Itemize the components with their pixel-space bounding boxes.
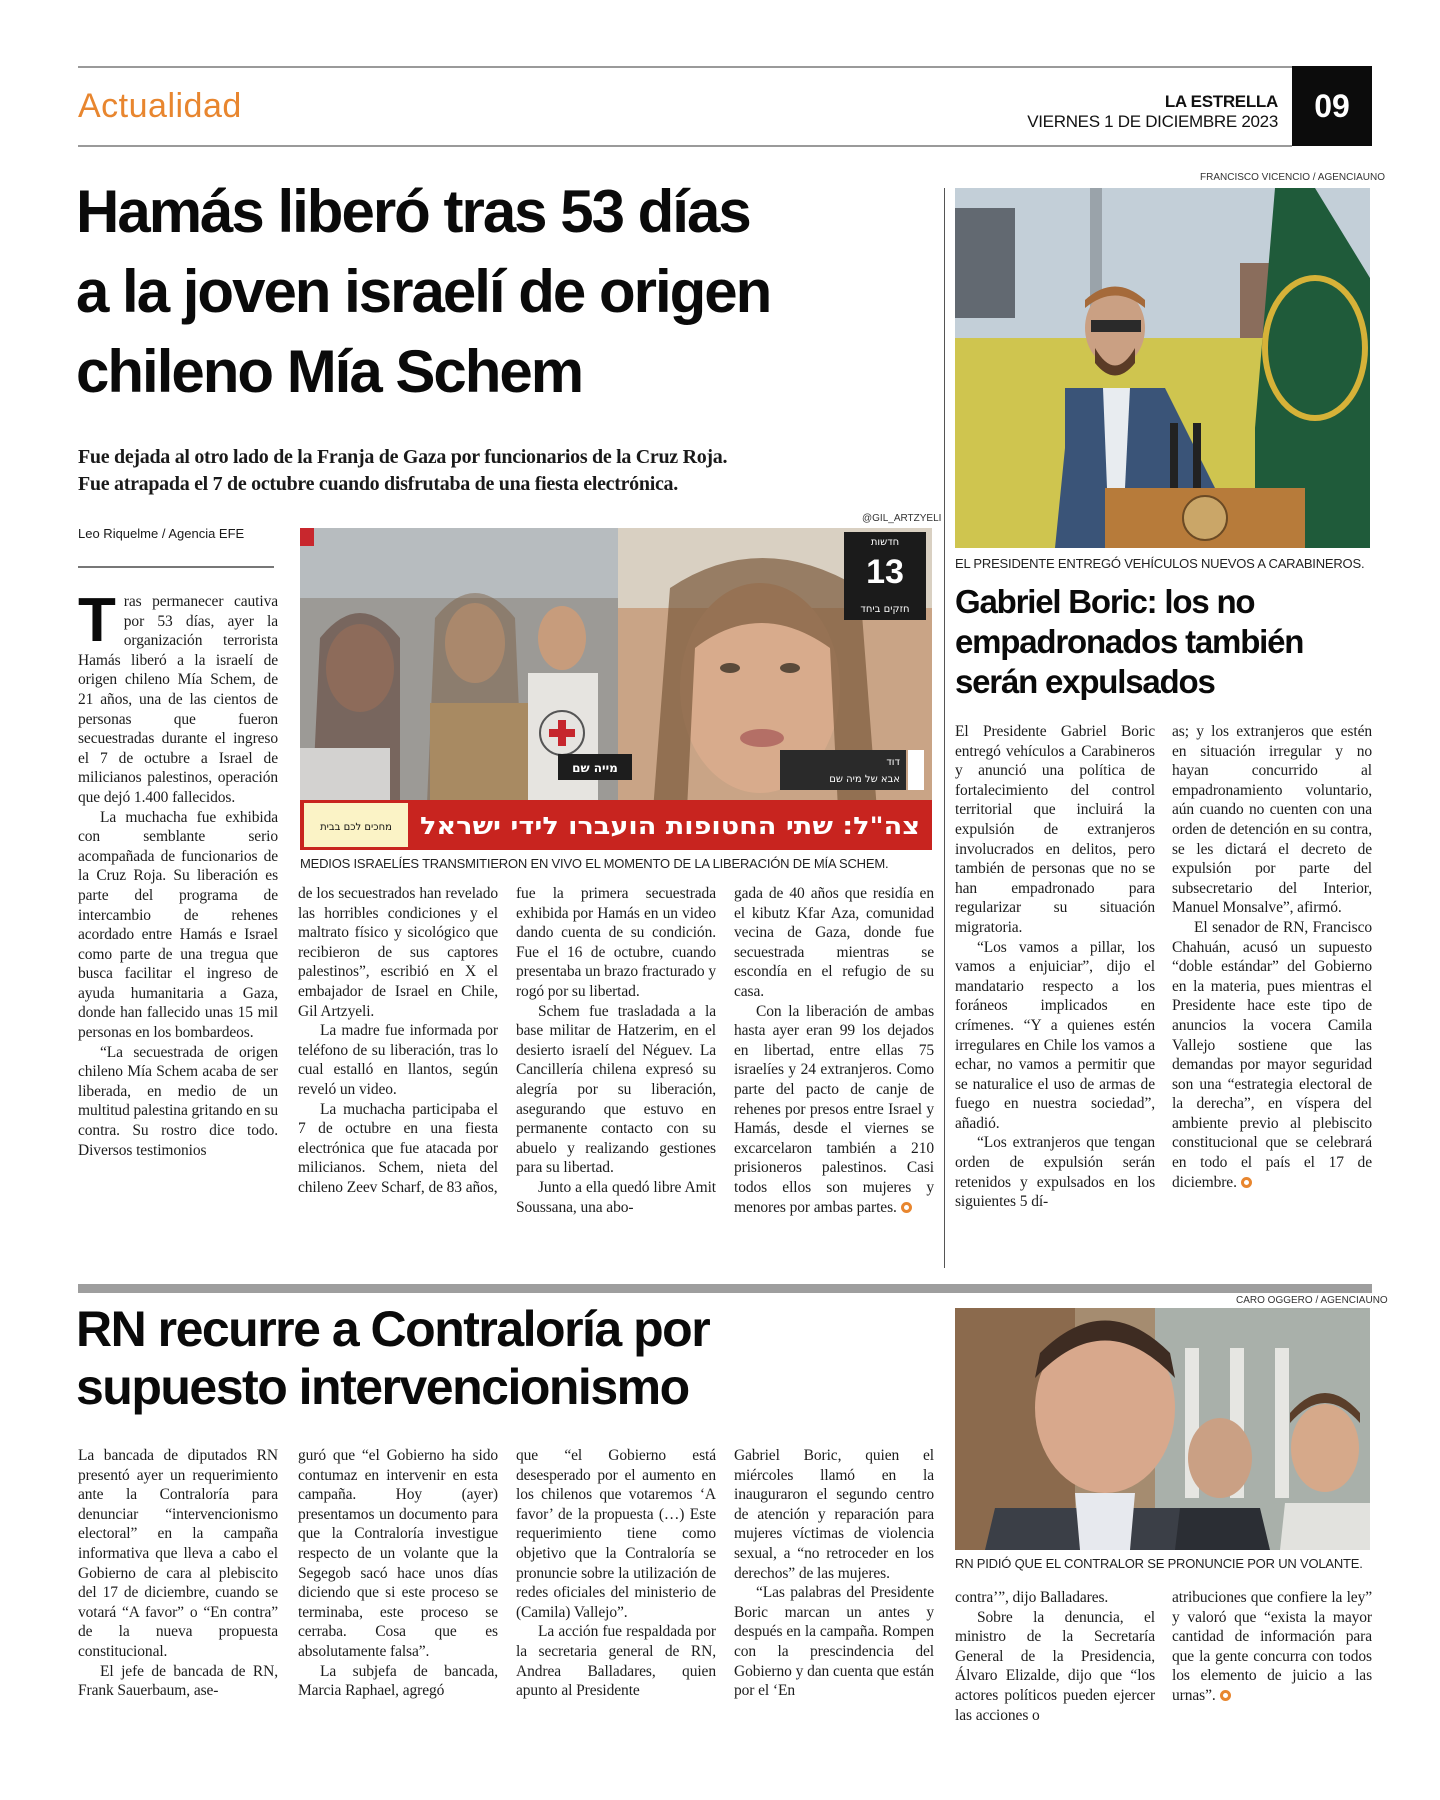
section-label: Actualidad: [78, 87, 242, 125]
lead-paragraph: [78, 586, 278, 808]
tv-corner-text: מחכים לכם בבית: [320, 822, 392, 833]
bottom-column-3: [516, 1446, 716, 1701]
header-bottom-rule: [78, 145, 1292, 147]
bottom-photo-credit: CARO OGGERO / AGENCIAUNO: [1236, 1295, 1388, 1306]
byline-divider: [78, 566, 274, 568]
side-paragraph: “Los extranjeros que tengan orden de expulsión serán retenidos y expulsados en los siguientes 5 dí-: [955, 1134, 1155, 1211]
column-divider: [944, 188, 945, 1268]
tv-capture-image: [300, 528, 932, 850]
side-paragraph: El Presidente Gabriel Boric entregó vehículos a Carabineros y anunció una política de fortalecimiento del control territorial que incluirá la expulsión de extranjeros involucrados en delitos, pero también de personas que no se han empadronado para regularizar su situación migratoria.: [955, 723, 1155, 936]
side-paragraph-text: El senador de RN, Francisco Chahuán, acusó un supuesto “doble estándar” del Gobierno en la materia, pues mientras el Presidente hace este tipo de anuncios la vocera Camila Vallejo sostiene que las demandas por mayor seguridad son una “estrategia electoral de la derecha”, en víspera del ambiente previo al plebiscito constitucional que se celebrará en todo el país el 17 de diciembre.: [1172, 918, 1372, 1191]
lead-photo-credit: @GIL_ARTZYELI: [862, 513, 942, 524]
bottom-column-1: [78, 1446, 278, 1701]
lead-paragraph-text: ras permanecer cautiva por 53 días, ayer la organización terrorista Hamás liberó a la israelí de origen chileno Mía Schem, de 21 años, una de las cientos de personas que fueron secuestradas durante el ingreso el 7 de octubre a Israel de milicianos palestinos, operación que dejó 1.400 fallecidos.: [78, 593, 278, 806]
header-top-rule: [78, 66, 1292, 68]
lead-paragraph: Schem fue trasladada a la base militar de Hatzerim, en el desierto israelí del Néguev. La Cancillería chilena expresó su alegría por su liberación, asegurando que estuvo en permanente contacto con su abuelo y realizando gestiones para su libertad.: [516, 1002, 716, 1177]
lead-deck: [78, 444, 948, 498]
end-of-article-icon: [1220, 1690, 1231, 1701]
lead-headline-line: a la joven israelí de origen: [76, 258, 771, 325]
bottom-paragraph: El jefe de bancada de RN, Frank Sauerbaum, ase-: [78, 1662, 278, 1700]
lead-paragraph: gada de 40 años que residía en el kibutz Kfar Aza, comunidad vecina de Gaza, donde fue secuestrada mientras se escondía en el refugio de su casa.: [734, 885, 934, 1000]
lead-column-1: [78, 586, 278, 1160]
side-headline: [955, 582, 1375, 702]
tv-banner-text: צה"ל: שתי החטופות הועברו לידי ישראל: [420, 812, 920, 840]
publication-name: LA ESTRELLA: [1164, 92, 1278, 111]
side-paragraph: [1172, 918, 1372, 1192]
bottom-photo: [955, 1308, 1370, 1550]
lead-column-4: [734, 884, 934, 1217]
lead-deck-line: Fue dejada al otro lado de la Franja de Gaza por funcionarios de la Cruz Roja.: [78, 446, 728, 468]
bottom-headline: [76, 1300, 936, 1416]
bottom-paragraph: Sobre la denuncia, el ministro de la Secretaría General de la Presidencia, Álvaro Elizalde, dijo que “los actores políticos pueden ejercer las acciones o: [955, 1608, 1155, 1724]
bottom-paragraph: Gabriel Boric, quien el miércoles llamó en la inauguraron el segundo centro de atención y reparación para mujeres víctimas de violencia sexual, a “no retroceder en los derechos” de las mujeres.: [734, 1447, 934, 1582]
tv-name-tag: מייה שם: [572, 761, 618, 775]
bottom-paragraph: [1172, 1588, 1372, 1706]
president-podium-image: [955, 188, 1370, 548]
dropcap: T: [78, 586, 116, 655]
bottom-paragraph: “Las palabras del Presidente Boric marcan un antes y después en la campaña. Rompen con la prescindencia del Gobierno y dan cuenta que están por el ‘En: [734, 1584, 934, 1700]
lead-paragraph: de los secuestrados han revelado las horribles condiciones y el maltrato físico y sicológico que recibieron de sus captores palestinos”, escribió en X el embajador de Israel en Chile, Gil Artzyeli.: [298, 885, 498, 1020]
bottom-column-4: [734, 1446, 934, 1701]
bottom-paragraph: La acción fue respaldada por la secretaria general de RN, Andrea Balladares, quien apunto al Presidente: [516, 1623, 716, 1700]
side-paragraph: as; y los extranjeros que estén en situación irregular y no hayan concurrido al empadronamiento voluntario, aún cuando no cuenten con una orden de detención en su contra, se les dictará el decreto de expulsión por parte del subsecretario del Interior, Manuel Monsalve”, afirmó.: [1172, 723, 1372, 917]
lead-deck-line: Fue atrapada el 7 de octubre cuando disfrutaba de una fiesta electrónica.: [78, 473, 678, 495]
bottom-column-5: [955, 1588, 1155, 1725]
tv-father-role: אבא של מיה שם: [829, 774, 900, 785]
lead-paragraph: La muchacha participaba el 7 de octubre en una fiesta electrónica que fue atacada por milicianos. Schem, nieta del chileno Zeev Scharf, de 83 años,: [298, 1100, 498, 1196]
lead-column-2: [298, 884, 498, 1198]
lead-headline-line: Hamás liberó tras 53 días: [76, 178, 750, 245]
lead-column-3: [516, 884, 716, 1217]
side-photo-credit: FRANCISCO VICENCIO / AGENCIAUNO: [1200, 172, 1386, 183]
lead-paragraph: “La secuestrada de origen chileno Mía Schem acaba de ser liberada, en medio de un multitud palestina gritando en su contra. Su rostro dice todo. Diversos testimonios: [78, 1043, 278, 1159]
bottom-paragraph: guró que “el Gobierno ha sido contumaz en intervenir en esta campaña. Hoy (ayer) presentamos un documento para que la Contraloría investigue respecto de un volante que la Segegob sacó hace unos días diciendo que si este proceso se terminaba, este proceso se cerraba. Cosa que es absolutamente falsa”.: [298, 1447, 498, 1660]
lead-headline: [76, 172, 936, 412]
publication-date: VIERNES 1 DE DICIEMBRE 2023: [1027, 112, 1278, 131]
bottom-headline-line: RN recurre a Contraloría por: [76, 1301, 710, 1357]
bottom-paragraph: que “el Gobierno está desesperado por el aumento en los chilenos que votaremos ‘A favor’ de la propuesta (…) Este requerimiento tiene como objetivo que la Contraloría se pronuncie sobre la utilización de redes oficiales del ministerio de (Camila) Vallejo”.: [516, 1447, 716, 1621]
end-of-article-icon: [901, 1202, 912, 1213]
tv-father-name: דוד: [886, 757, 900, 768]
lead-headline-line: chileno Mía Schem: [76, 338, 583, 405]
end-of-article-icon: [1241, 1177, 1252, 1188]
side-headline-line: Gabriel Boric: los no: [955, 583, 1255, 620]
lead-paragraph: [734, 1002, 934, 1218]
lead-paragraph-text: Con la liberación de ambas hasta ayer eran 99 los dejados en libertad, entre ellas 75 israelíes y 24 extranjeros. Como parte del pacto de canje de rehenes por presos entre Israel y Hamás, desde el viernes se excarcelaron también a 210 prisioneros palestinos. Casi todos ellos son mujeres y menores por ambas partes.: [734, 1002, 934, 1216]
lead-byline: Leo Riquelme / Agencia EFE: [78, 526, 245, 541]
side-photo-caption: EL PRESIDENTE ENTREGÓ VEHÍCULOS NUEVOS A CARABINEROS.: [955, 556, 1365, 571]
bottom-paragraph: La subjefa de bancada, Marcia Raphael, agregó: [298, 1662, 498, 1700]
section-divider: [78, 1284, 1372, 1293]
bottom-paragraph: La bancada de diputados RN presentó ayer un requerimiento ante la Contraloría para denunciar “intervencionismo electoral” en la campaña informativa que lleva a cabo el Gobierno de cara al plebiscito del 17 de diciembre, cuando se votará “A favor” o “En contra” de la nueva propuesta constitucional.: [78, 1447, 278, 1660]
deputies-photo-image: [955, 1308, 1370, 1550]
bottom-column-2: [298, 1446, 498, 1701]
lead-photo: [300, 528, 932, 850]
bottom-column-6: [1172, 1588, 1372, 1706]
lead-paragraph: La muchacha fue exhibida con semblante serio acompañada de funcionarios de la Cruz Roja. Su liberación es parte del programa de intercambio de rehenes acordado entre Hamás e Israel como parte de una tregua que busca facilitar el ingreso de ayuda humanitaria a Gaza, donde han fallecido unas 15 mil personas en los bombardeos.: [78, 808, 278, 1042]
channel-bottom-text: חזקים ביחד: [860, 604, 910, 615]
bottom-headline-line: supuesto intervencionismo: [76, 1359, 689, 1415]
bottom-paragraph: contra’”, dijo Balladares.: [955, 1589, 1109, 1606]
channel-logo: 13: [866, 553, 904, 591]
masthead: [960, 92, 1278, 132]
channel-top-text: חדשות: [870, 537, 900, 548]
side-column-2: [1172, 722, 1372, 1192]
side-headline-line: empadronados también: [955, 623, 1304, 660]
page-number: 09: [1292, 66, 1372, 146]
lead-paragraph: Junto a ella quedó libre Amit Soussana, una abo-: [516, 1178, 716, 1216]
side-headline-line: serán expulsados: [955, 663, 1215, 700]
bottom-paragraph-text: atribuciones que confiere la ley” y valoró que “exista la mayor cantidad de información para que la gente concurra con todos los elemento de juicio a las urnas”.: [1172, 1589, 1372, 1704]
side-paragraph: “Los vamos a pillar, los vamos a enjuiciar”, dijo el mandatario respecto a los foráneos implicados en crímenes. “Y a quienes estén irregulares en Chile los vamos a echar, no vamos a permitir que se naturalice el uso de armas de fuego en nuestra sociedad”, añadió.: [955, 938, 1155, 1132]
side-photo: [955, 188, 1370, 548]
lead-photo-caption: MEDIOS ISRAELÍES TRANSMITIERON EN VIVO EL MOMENTO DE LA LIBERACIÓN DE MÍA SCHEM.: [300, 856, 889, 871]
lead-paragraph: La madre fue informada por teléfono de su liberación, tras lo cual estalló en llantos, según reveló un video.: [298, 1022, 498, 1098]
lead-paragraph: fue la primera secuestrada exhibida por Hamás en un video dando cuenta de su condición. Fue el 16 de octubre, cuando presentaba un brazo fracturado y rogó por su libertad.: [516, 885, 716, 1000]
bottom-photo-caption: RN PIDIÓ QUE EL CONTRALOR SE PRONUNCIE POR UN VOLANTE.: [955, 1556, 1363, 1571]
side-column-1: [955, 722, 1155, 1212]
